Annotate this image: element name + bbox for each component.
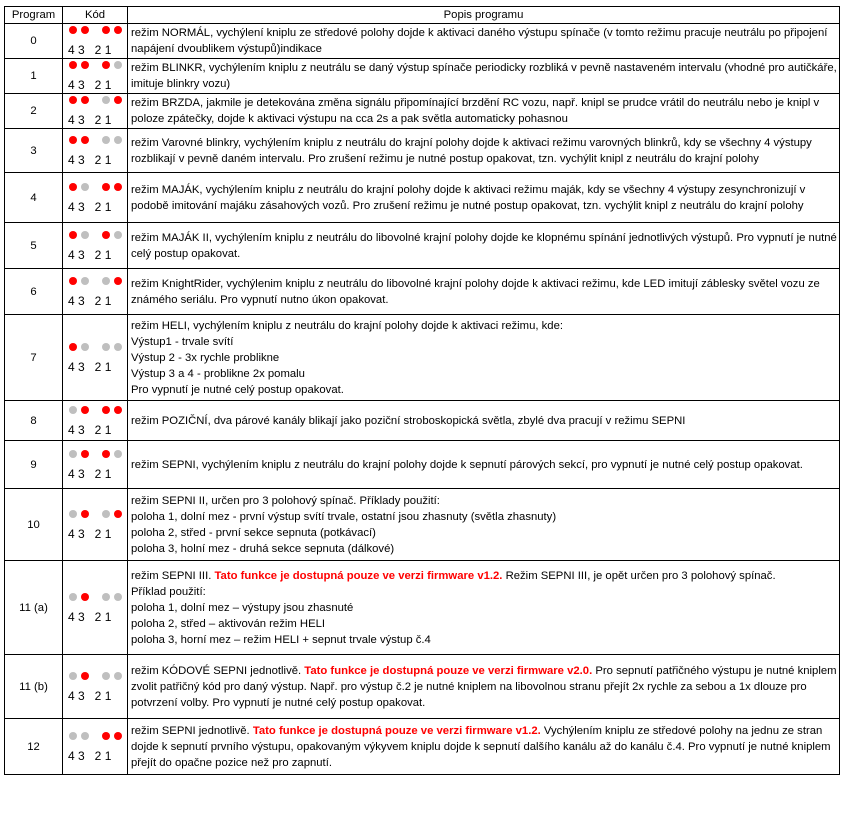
code-digits: 4 3 2 1	[68, 152, 112, 167]
description-text: Pro sepnutí patřičného výstupu je nutné kniplem zvolit patřičný kód pro daný výstup. Např. pro výstup č.2 je nutné kniplem na libovolnou stranu přejít 2x rychle za sebou a 1x dlouze pro potvrzení volby. Pro vypnutí je nutné celý postup opakovat.	[131, 664, 837, 709]
table-row	[5, 94, 840, 129]
led-off-dot	[81, 183, 89, 191]
program-number: 3	[5, 129, 63, 173]
code-dots	[63, 448, 127, 460]
header-code: Kód	[63, 7, 128, 24]
description-text: režim NORMÁL, vychýlení kniplu ze středové polohy dojde k aktivaci daného výstupu spínače (v tomto režimu pracuje neutrálu po připojení napájení dvoublikem výstupů)indikace	[131, 27, 828, 55]
code-dots	[63, 94, 127, 106]
description-line	[131, 366, 839, 382]
description-text: režim Varovné blinkry, vychýlením kniplu z neutrálu do krajní polohy dojde k aktivaci režimu varovných blinkrů, kdy se všechny 4 výstupy rozblikají v pevně daném intervalu. Pro zrušení režimu je nutné postup opakovat, tzn. vychýlit knipl z neutrálu do krajní polohy	[131, 136, 812, 165]
description-line	[131, 600, 839, 616]
led-on-dot	[102, 732, 110, 740]
code-cell	[63, 489, 128, 561]
led-on-dot	[81, 136, 89, 144]
program-description	[128, 59, 840, 94]
header-program: Program	[5, 7, 63, 24]
code-dots	[63, 591, 127, 603]
program-description	[128, 489, 840, 561]
led-off-dot	[81, 343, 89, 351]
program-number: 5	[5, 223, 63, 269]
code-dots	[63, 730, 127, 742]
code-cell	[63, 24, 128, 59]
code-digits: 4 3 2 1	[68, 609, 112, 624]
program-number: 7	[5, 315, 63, 401]
led-on-dot	[69, 26, 77, 34]
program-number: 6	[5, 269, 63, 315]
led-on-dot	[81, 672, 89, 680]
program-number: 1	[5, 59, 63, 94]
led-off-dot	[102, 593, 110, 601]
table-header-row	[5, 7, 840, 24]
table-row	[5, 59, 840, 94]
program-number: 8	[5, 401, 63, 441]
description-text: Pro vypnutí je nutné celý postup opakovat.	[131, 383, 344, 396]
code-dots	[63, 229, 127, 241]
program-description	[128, 655, 840, 719]
led-on-dot	[102, 231, 110, 239]
description-line	[131, 525, 839, 541]
led-on-dot	[102, 183, 110, 191]
description-text: režim KÓDOVÉ SEPNI jednotlivě.	[131, 664, 305, 677]
description-line	[131, 25, 839, 57]
table-body	[5, 24, 840, 775]
led-on-dot	[114, 277, 122, 285]
led-on-dot	[81, 96, 89, 104]
code-digits: 4 3 2 1	[68, 526, 112, 541]
led-off-dot	[69, 593, 77, 601]
code-cell	[63, 269, 128, 315]
led-off-dot	[69, 406, 77, 414]
led-on-dot	[69, 183, 77, 191]
code-dots	[63, 59, 127, 71]
table-row	[5, 129, 840, 173]
description-text: Výstup 3 a 4 - problikne 2x pomalu	[131, 367, 305, 380]
table-row	[5, 24, 840, 59]
led-on-dot	[69, 277, 77, 285]
code-dots	[63, 134, 127, 146]
led-off-dot	[102, 96, 110, 104]
code-digits: 4 3 2 1	[68, 247, 112, 262]
description-line	[131, 60, 839, 92]
description-text: režim KnightRider, vychýlenim kniplu z neutrálu do libovolné krajní polohy dojde k aktivaci režimu, kde LED imitují záblesky světel vozu ze známého seriálu. Pro vypnutí nutno úkon opakovat.	[131, 277, 820, 306]
description-text: režim BRZDA, jakmile je detekována změna signálu připomínající brzdění RC vozu, např. knipl se prudce vrátil do neutrálu nebo je knipl v poloze zpátečky, dojde k aktivaci výstupu na cca 2s a pak světla automaticky pohasnou	[131, 97, 820, 125]
description-text: Příklad použití:	[131, 585, 206, 598]
program-number: 4	[5, 173, 63, 223]
description-line	[131, 723, 839, 771]
led-off-dot	[69, 450, 77, 458]
table-row	[5, 315, 840, 401]
table-row	[5, 489, 840, 561]
firmware-note: Tato funkce je dostupná pouze ve verzi firmware v1.2.	[252, 724, 541, 737]
description-text: režim HELI, vychýlením kniplu z neutrálu do krajní polohy dojde k aktivaci režimu, kde:	[131, 319, 563, 332]
code-cell	[63, 441, 128, 489]
led-on-dot	[81, 61, 89, 69]
description-line	[131, 632, 839, 648]
code-digits: 4 3 2 1	[68, 359, 112, 374]
led-off-dot	[102, 672, 110, 680]
led-off-dot	[114, 136, 122, 144]
description-text: Výstup 2 - 3x rychle problikne	[131, 351, 280, 364]
description-text: poloha 3, horní mez – režim HELI + sepnut trvale výstup č.4	[131, 633, 431, 646]
description-text: režim BLINKR, vychýlením kniplu z neutrálu se daný výstup spínače periodicky rozbliká v pevně nastaveném intervalu (vhodné pro autičkáře, imituje blinkry vozu)	[131, 62, 837, 90]
description-line	[131, 457, 839, 473]
led-on-dot	[114, 183, 122, 191]
code-cell	[63, 719, 128, 775]
description-line	[131, 663, 839, 711]
table-row	[5, 719, 840, 775]
program-number: 0	[5, 24, 63, 59]
code-digits: 4 3 2 1	[68, 199, 112, 214]
code-cell	[63, 315, 128, 401]
description-text: poloha 3, holní mez - druhá sekce sepnuta (dálkové)	[131, 542, 395, 555]
program-description	[128, 173, 840, 223]
description-line	[131, 135, 839, 167]
led-on-dot	[102, 26, 110, 34]
program-number: 2	[5, 94, 63, 129]
code-dots	[63, 275, 127, 287]
code-cell	[63, 94, 128, 129]
led-off-dot	[69, 732, 77, 740]
led-off-dot	[81, 277, 89, 285]
program-description	[128, 561, 840, 655]
description-text: Vychýlením kniplu ze středové polohy na jednu ze stran dojde k sepnutí prvního výstupu, opakovaným výkyvem kniplu dojde k sepnutí dalšího kanálu až do kanálu č.4. Pro vypnutí je nutné kniplem přejít do opačne pozice než pro zapnutí.	[131, 724, 831, 769]
description-text: režim SEPNI jednotlivě.	[131, 724, 253, 737]
program-description	[128, 223, 840, 269]
led-on-dot	[81, 450, 89, 458]
led-on-dot	[114, 510, 122, 518]
description-line	[131, 493, 839, 509]
code-dots	[63, 24, 127, 36]
description-text: poloha 1, dolní mez - první výstup svítí trvale, ostatní jsou zhasnuty (světla zhasnuty)	[131, 510, 557, 523]
program-description	[128, 94, 840, 129]
led-off-dot	[102, 136, 110, 144]
description-line	[131, 616, 839, 632]
firmware-note: Tato funkce je dostupná pouze ve verzi firmware v2.0.	[304, 664, 593, 677]
table-row	[5, 223, 840, 269]
program-description	[128, 269, 840, 315]
code-cell	[63, 173, 128, 223]
program-description	[128, 24, 840, 59]
program-table	[4, 6, 840, 775]
led-on-dot	[102, 450, 110, 458]
firmware-note: Tato funkce je dostupná pouze ve verzi firmware v1.2.	[214, 569, 503, 582]
led-on-dot	[69, 343, 77, 351]
description-line	[131, 334, 839, 350]
description-line	[131, 413, 839, 429]
led-off-dot	[102, 343, 110, 351]
led-off-dot	[102, 277, 110, 285]
description-text: poloha 2, střed – aktivován režim HELI	[131, 617, 326, 630]
led-on-dot	[69, 96, 77, 104]
description-text: poloha 1, dolní mez – výstupy jsou zhasnuté	[131, 601, 354, 614]
led-off-dot	[114, 61, 122, 69]
program-description	[128, 315, 840, 401]
program-description	[128, 129, 840, 173]
led-on-dot	[81, 26, 89, 34]
description-text: režim POZIČNÍ, dva párové kanály blikají jako poziční stroboskopická světla, zbylé dva pracují v režimu SEPNI	[131, 414, 686, 427]
led-on-dot	[69, 136, 77, 144]
program-number: 10	[5, 489, 63, 561]
led-on-dot	[81, 593, 89, 601]
description-line	[131, 509, 839, 525]
code-dots	[63, 404, 127, 416]
code-dots	[63, 670, 127, 682]
led-on-dot	[81, 510, 89, 518]
led-off-dot	[114, 672, 122, 680]
description-text: režim SEPNI III.	[131, 569, 215, 582]
led-off-dot	[114, 450, 122, 458]
description-text: poloha 2, střed - první sekce sepnuta (potkávací)	[131, 526, 376, 539]
code-digits: 4 3 2 1	[68, 748, 112, 763]
program-number: 9	[5, 441, 63, 489]
led-on-dot	[114, 406, 122, 414]
table-row	[5, 401, 840, 441]
code-cell	[63, 59, 128, 94]
code-digits: 4 3 2 1	[68, 688, 112, 703]
table-row	[5, 561, 840, 655]
led-on-dot	[69, 231, 77, 239]
led-on-dot	[114, 26, 122, 34]
description-text: režim MAJÁK, vychýlením kniplu z neutrálu do krajní polohy dojde k aktivaci režimu maják, kdy se všechny 4 výstupy zesynchronizují v podobě imitování majáku zásahových vozů. Pro zrušení režimu je nutné postup opakovat, tzn. vychýlit knipl z neutrálu do krajní polohy	[131, 183, 806, 212]
description-text: režim SEPNI, vychýlením kniplu z neutrálu do krajní polohy dojde k sepnutí párových sekcí, pro vypnutí je nutné celý postup opakovat.	[131, 458, 803, 471]
code-digits: 4 3 2 1	[68, 113, 112, 127]
led-on-dot	[69, 61, 77, 69]
code-dots	[63, 508, 127, 520]
led-on-dot	[114, 732, 122, 740]
code-digits: 4 3 2 1	[68, 293, 112, 308]
table-row	[5, 655, 840, 719]
led-on-dot	[114, 96, 122, 104]
description-line	[131, 182, 839, 214]
led-on-dot	[102, 61, 110, 69]
code-cell	[63, 223, 128, 269]
program-number: 12	[5, 719, 63, 775]
code-digits: 4 3 2 1	[68, 466, 112, 481]
code-digits: 4 3 2 1	[68, 78, 112, 92]
description-line	[131, 350, 839, 366]
program-number: 11 (a)	[5, 561, 63, 655]
led-off-dot	[102, 510, 110, 518]
led-on-dot	[102, 406, 110, 414]
description-text: režim SEPNI II, určen pro 3 polohový spínač. Příklady použití:	[131, 494, 440, 507]
description-text: Výstup1 - trvale svítí	[131, 335, 234, 348]
table-row	[5, 173, 840, 223]
program-description	[128, 441, 840, 489]
code-dots	[63, 341, 127, 353]
led-off-dot	[114, 593, 122, 601]
description-line	[131, 276, 839, 308]
description-line	[131, 230, 839, 262]
table-row	[5, 269, 840, 315]
led-off-dot	[81, 231, 89, 239]
header-description: Popis programu	[128, 7, 840, 24]
led-on-dot	[81, 406, 89, 414]
table-row	[5, 441, 840, 489]
led-off-dot	[114, 231, 122, 239]
code-cell	[63, 561, 128, 655]
description-line	[131, 95, 839, 127]
code-cell	[63, 129, 128, 173]
program-number: 11 (b)	[5, 655, 63, 719]
description-line	[131, 382, 839, 398]
led-off-dot	[69, 510, 77, 518]
program-description	[128, 719, 840, 775]
code-cell	[63, 401, 128, 441]
led-off-dot	[114, 343, 122, 351]
description-line	[131, 541, 839, 557]
code-dots	[63, 181, 127, 193]
description-line	[131, 318, 839, 334]
code-digits: 4 3 2 1	[68, 422, 112, 437]
description-line	[131, 568, 839, 584]
code-digits: 4 3 2 1	[68, 43, 112, 57]
led-off-dot	[69, 672, 77, 680]
description-text: Režim SEPNI III, je opět určen pro 3 polohový spínač.	[502, 569, 776, 582]
led-off-dot	[81, 732, 89, 740]
code-cell	[63, 655, 128, 719]
description-line	[131, 584, 839, 600]
program-description	[128, 401, 840, 441]
description-text: režim MAJÁK II, vychýlením kniplu z neutrálu do libovolné krajní polohy dojde ke klopnému spínání jednotlivých výstupů. Pro vypnutí je nutné celý postup opakovat.	[131, 231, 837, 260]
